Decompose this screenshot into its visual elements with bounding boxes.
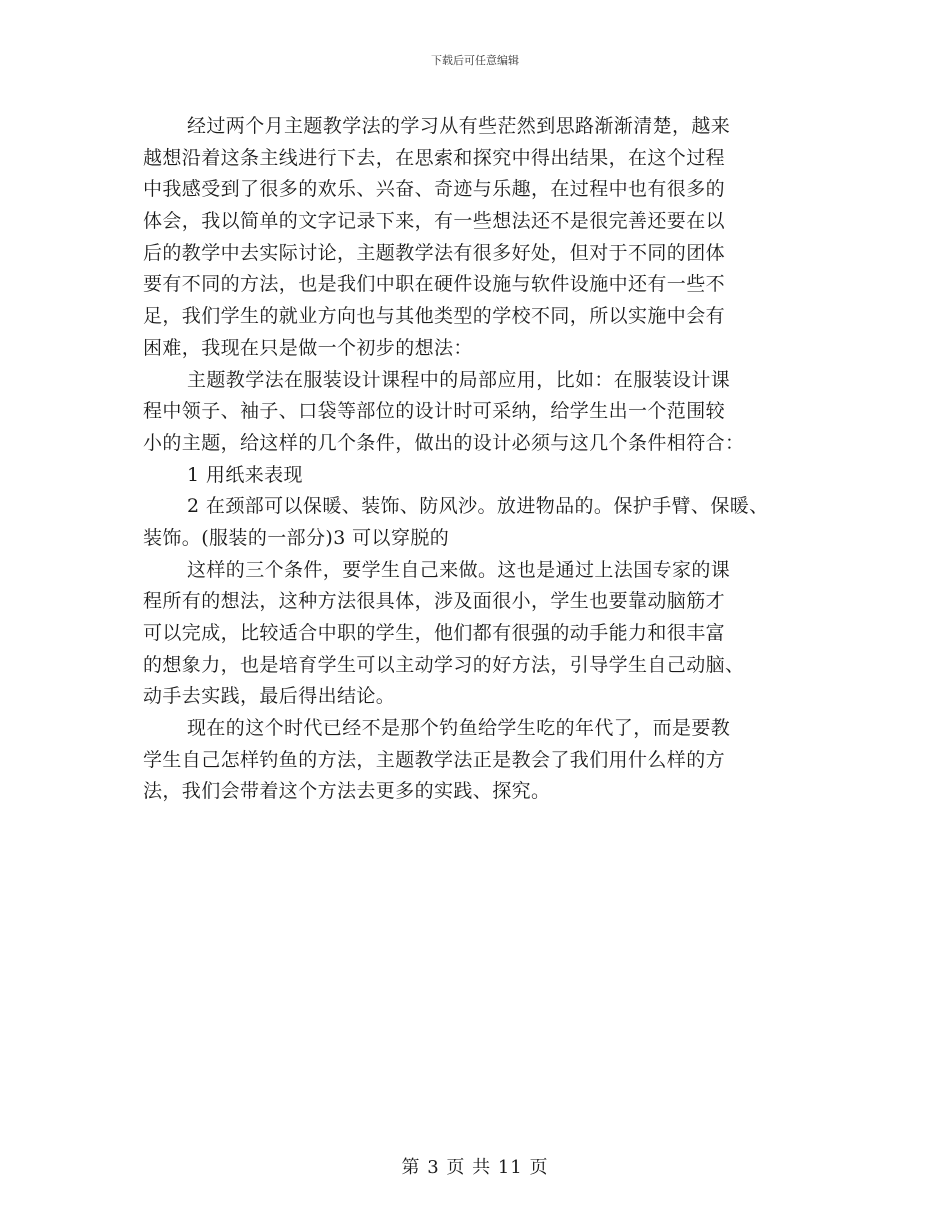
text-line: 经过两个月主题教学法的学习从有些茫然到思路渐渐清楚，越来 — [187, 115, 731, 137]
text-line: 装饰。(服装的一部分)3 可以穿脱的 — [143, 526, 450, 549]
text-line: 的想象力，也是培育学生可以主动学习的好方法，引导学生自己动脑、 — [143, 653, 745, 676]
text-line: 现在的这个时代已经不是那个钓鱼给学生吃的年代了，而是要教 — [187, 717, 731, 740]
text-line: 2 在颈部可以保暖、装饰、防风沙。放进物品的。保护手臂、保暖、 — [187, 495, 769, 518]
text-line: 足，我们学生的就业方向也与其他类型的学校不同，所以实施中会有 — [143, 305, 726, 328]
text-line: 要有不同的方法，也是我们中职在硬件设施与软件设施中还有一些不 — [143, 273, 726, 296]
page-footer: 第 3 页 共 11 页 — [401, 1157, 549, 1178]
text-line: 中我感受到了很多的欢乐、兴奋、奇迹与乐趣，在过程中也有很多的 — [143, 178, 726, 201]
document-body — [143, 111, 803, 808]
text-line: 体会，我以简单的文字记录下来，有一些想法还不是很完善还要在以 — [143, 210, 726, 233]
text-line: 程所有的想法，这种方法很具体，涉及面很小，学生也要靠动脑筋才 — [143, 590, 726, 613]
page-header: 下载后可任意编辑 — [431, 54, 519, 67]
text-line: 越想沿着这条主线进行下去，在思索和探究中得出结果，在这个过程 — [143, 146, 726, 169]
text-line: 困难，我现在只是做一个初步的想法： — [143, 336, 473, 359]
text-line: 程中领子、袖子、口袋等部位的设计时可采纳，给学生出一个范围较 — [143, 400, 726, 423]
text-line: 小的主题，给这样的几个条件，做出的设计必须与这几个条件相符合： — [143, 431, 745, 454]
text-line: 法，我们会带着这个方法去更多的实践、探究。 — [143, 780, 551, 803]
text-line: 后的教学中去实际讨论，主题教学法有很多好处，但对于不同的团体 — [143, 241, 726, 264]
text-line: 动手去实践，最后得出结论。 — [143, 685, 396, 708]
text-line: 可以完成，比较适合中职的学生，他们都有很强的动手能力和很丰富 — [143, 622, 726, 644]
text-line: 这样的三个条件，要学生自己来做。这也是通过上法国专家的课 — [187, 558, 731, 581]
text-line: 主题教学法在服装设计课程中的局部应用，比如：在服装设计课 — [187, 368, 731, 391]
text-line: 1 用纸来表现 — [187, 463, 303, 486]
text-line: 学生自己怎样钓鱼的方法，主题教学法正是教会了我们用什么样的方 — [143, 748, 726, 771]
